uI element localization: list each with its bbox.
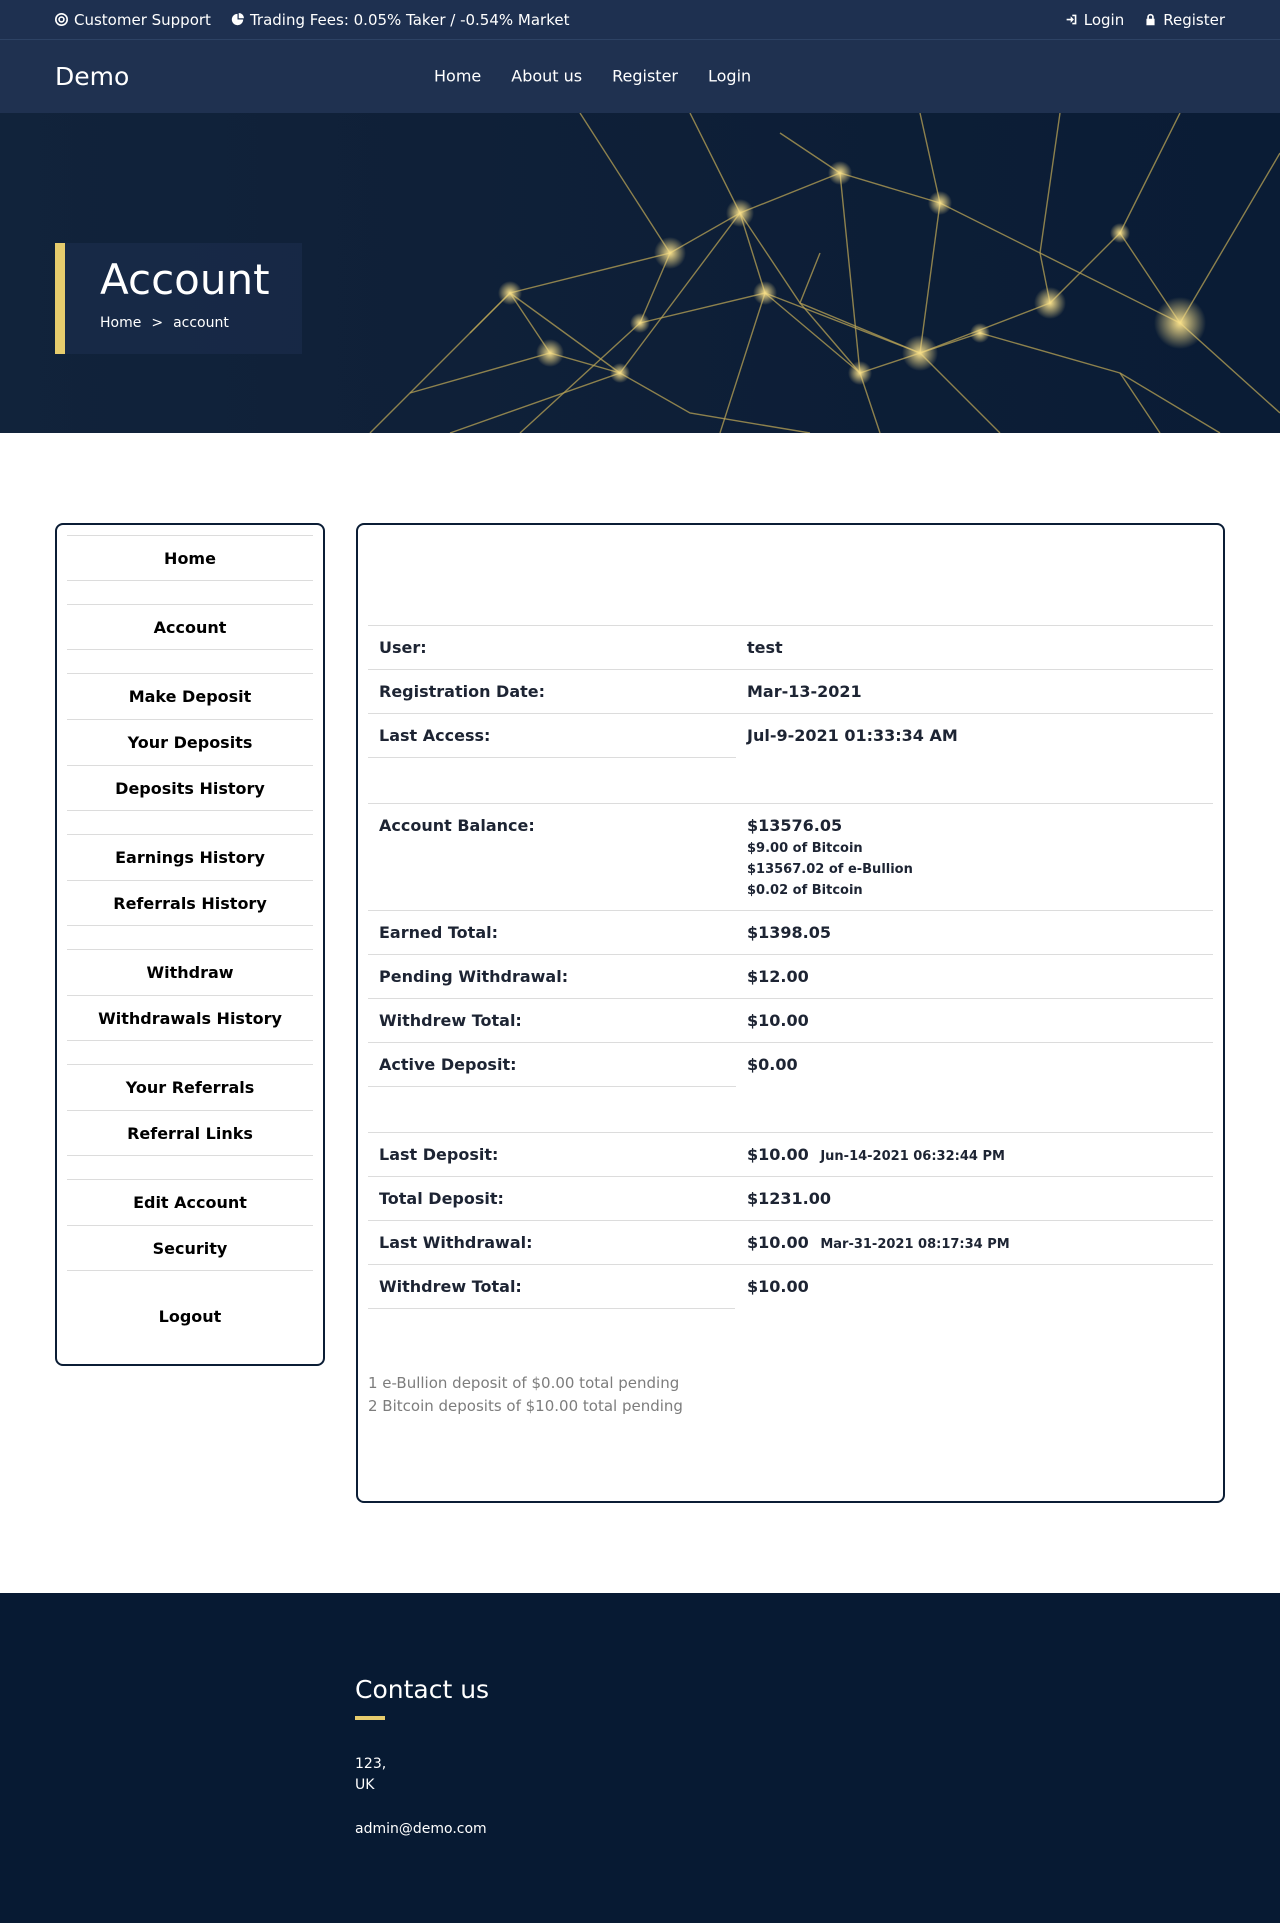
topbar-register-link[interactable] [1144, 11, 1225, 29]
active-deposit-label: Active Deposit: [368, 1043, 736, 1087]
sidebar-item-earnings-history[interactable]: Earnings History [67, 834, 313, 880]
topbar-register-label: Register [1163, 10, 1225, 29]
page-title: Account [100, 255, 270, 304]
customer-support-label: Customer Support [74, 10, 211, 29]
last-deposit-value: $10.00 [747, 1145, 809, 1164]
user-label: User: [368, 626, 736, 670]
sidebar-item-account[interactable]: Account [67, 604, 313, 650]
withdrew-total-value: $10.00 [736, 999, 1213, 1043]
customer-support-link[interactable] [55, 11, 211, 29]
brand-logo[interactable]: Demo [55, 62, 130, 91]
breadcrumb [100, 315, 302, 331]
table-row [368, 1177, 1213, 1221]
breadcrumb-current: account [173, 315, 229, 332]
withdrew-total-value-2: $10.00 [736, 1265, 1213, 1309]
account-balance-label: Account Balance: [368, 804, 736, 911]
breadcrumb-home[interactable]: Home [100, 315, 142, 332]
sidebar-item-referrals-history[interactable]: Referrals History [67, 880, 313, 926]
lock-icon [1144, 13, 1157, 26]
table-spacer [368, 1087, 1213, 1133]
network-background [220, 113, 1280, 433]
pending-note: 1 e-Bullion deposit of $0.00 total pending [368, 1374, 680, 1392]
last-deposit-date: Jun-14-2021 06:32:44 PM [820, 1149, 1005, 1164]
trading-fees [231, 11, 570, 29]
withdrew-total-label: Withdrew Total: [368, 999, 736, 1043]
account-sidebar [55, 523, 325, 1366]
spacer-cell [736, 758, 1213, 804]
table-row [368, 1221, 1213, 1265]
footer-address-line: UK [355, 1777, 375, 1793]
registration-date-label: Registration Date: [368, 670, 736, 714]
balance-item: $13567.02 of e-Bullion [747, 862, 913, 877]
table-row [368, 714, 1213, 758]
table-row [368, 955, 1213, 999]
table-row [368, 1043, 1213, 1087]
last-withdrawal-value: $10.00 [747, 1233, 809, 1252]
spacer-cell [368, 1087, 736, 1133]
table-row [368, 626, 1213, 670]
total-deposit-label: Total Deposit: [368, 1177, 736, 1221]
sidebar-item-security[interactable]: Security [67, 1225, 313, 1271]
active-deposit-value: $0.00 [736, 1043, 1213, 1087]
lifebuoy-icon [55, 13, 68, 26]
last-deposit-label: Last Deposit: [368, 1133, 736, 1177]
nav-links [434, 67, 751, 86]
last-withdrawal-cell [736, 1221, 1213, 1265]
nav-about-us[interactable]: About us [511, 66, 583, 86]
pending-withdrawal-value: $12.00 [736, 955, 1213, 999]
last-withdrawal-date: Mar-31-2021 08:17:34 PM [820, 1237, 1010, 1252]
title-underline [355, 1716, 385, 1720]
total-deposit-value: $1231.00 [736, 1177, 1213, 1221]
chevron-right-icon: > [151, 315, 164, 332]
balance-item: $9.00 of Bitcoin [747, 841, 863, 856]
earned-total-label: Earned Total: [368, 911, 736, 955]
sidebar-item-deposits-history[interactable]: Deposits History [67, 765, 313, 811]
table-divider [368, 1308, 735, 1309]
table-row [368, 804, 1213, 911]
table-row [368, 670, 1213, 714]
sidebar-item-withdraw[interactable]: Withdraw [67, 949, 313, 995]
sidebar-item-referral-links[interactable]: Referral Links [67, 1110, 313, 1156]
sign-in-icon [1065, 13, 1078, 26]
account-balance-value: $13576.05 [747, 816, 843, 835]
balance-item: $0.02 of Bitcoin [747, 883, 863, 898]
last-deposit-cell [736, 1133, 1213, 1177]
footer-address-line: 123, [355, 1756, 387, 1772]
trading-fees-label: Trading Fees: 0.05% Taker / -0.54% Market [249, 10, 570, 29]
footer-contact-title: Contact us [355, 1675, 490, 1704]
page-title-box [55, 243, 302, 354]
sidebar-item-your-deposits[interactable]: Your Deposits [67, 719, 313, 765]
registration-date-value: Mar-13-2021 [736, 670, 1213, 714]
main-content [0, 433, 1280, 1593]
last-access-label: Last Access: [368, 714, 736, 758]
account-balance-cell [736, 804, 1213, 911]
spacer-cell [736, 1087, 1213, 1133]
sidebar-item-make-deposit[interactable]: Make Deposit [67, 673, 313, 719]
last-withdrawal-label: Last Withdrawal: [368, 1221, 736, 1265]
nav-home[interactable]: Home [434, 66, 482, 86]
table-row [368, 1265, 1213, 1309]
withdrew-total-label-2: Withdrew Total: [368, 1265, 736, 1309]
nav-register[interactable]: Register [612, 66, 678, 86]
account-panel [356, 523, 1225, 1503]
sidebar-item-your-referrals[interactable]: Your Referrals [67, 1064, 313, 1110]
sidebar-item-withdrawals-history[interactable]: Withdrawals History [67, 995, 313, 1041]
sidebar-item-logout[interactable]: Logout [158, 1307, 222, 1326]
top-bar [0, 0, 1280, 40]
footer [0, 1593, 1280, 1923]
topbar-login-label: Login [1083, 10, 1125, 29]
earned-total-value: $1398.05 [736, 911, 1213, 955]
nav-login[interactable]: Login [708, 66, 752, 86]
sidebar-item-edit-account[interactable]: Edit Account [67, 1179, 313, 1225]
pie-chart-icon [231, 13, 244, 26]
table-row [368, 999, 1213, 1043]
topbar-login-link[interactable] [1065, 11, 1124, 29]
pending-note: 2 Bitcoin deposits of $10.00 total pending [368, 1397, 683, 1415]
pending-withdrawal-label: Pending Withdrawal: [368, 955, 736, 999]
user-value: test [736, 626, 1213, 670]
table-row [368, 911, 1213, 955]
main-nav [0, 40, 1280, 113]
account-info-table [368, 625, 1213, 1308]
spacer-cell [368, 758, 736, 804]
last-access-value: Jul-9-2021 01:33:34 AM [736, 714, 1213, 758]
footer-email-link[interactable]: admin@demo.com [355, 1821, 487, 1837]
table-row [368, 1133, 1213, 1177]
sidebar-item-home[interactable]: Home [67, 535, 313, 581]
table-spacer [368, 758, 1213, 804]
pending-deposits [368, 1372, 1213, 1418]
hero-banner [0, 113, 1280, 433]
